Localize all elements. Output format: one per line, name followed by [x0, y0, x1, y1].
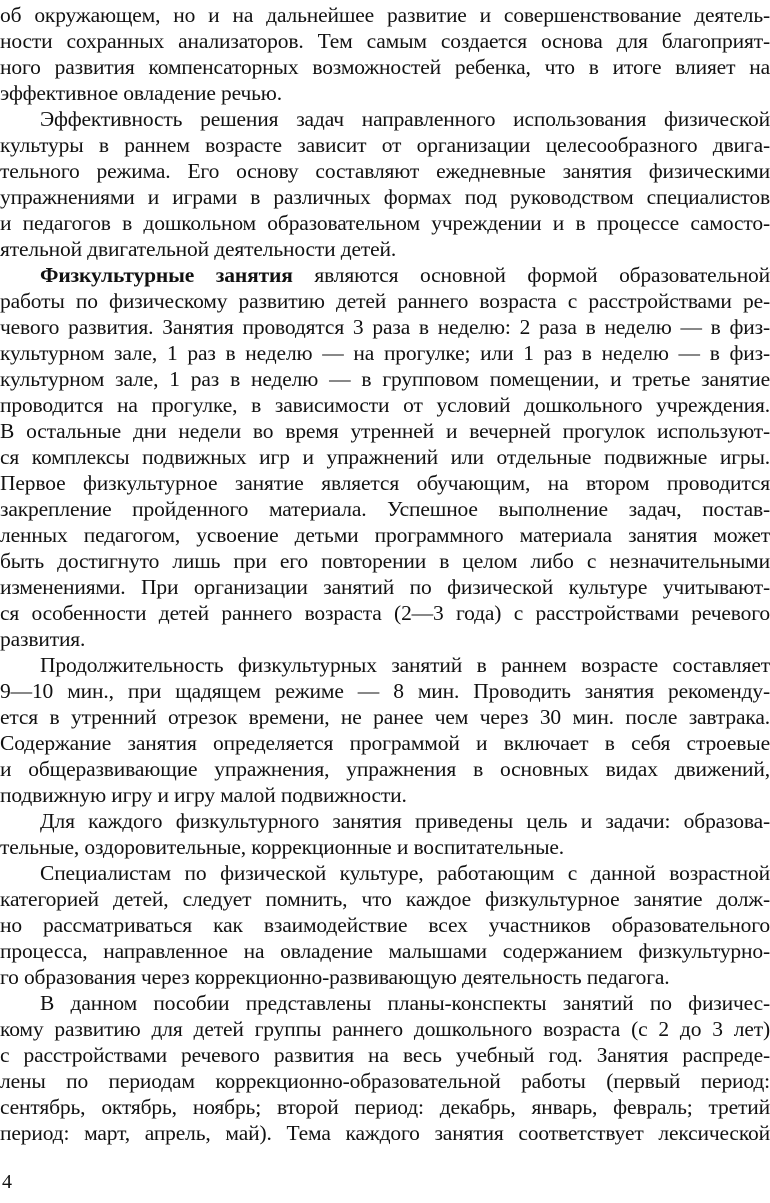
text-line: кому развитию для детей группы раннего дошкольного возраста (с 2 до 3 лет) [0, 1017, 770, 1041]
text-span: являются основной формой образовательной [292, 263, 770, 287]
text-line: культурном зале, 1 раз в неделю — на прогулке; или 1 раз в неделю — в физ- [0, 341, 770, 365]
text-line: лены по периодам коррекционно-образовательной работы (первый период: [0, 1069, 770, 1093]
text-line: проводится на прогулке, в зависимости от условий дошкольного учреждения. [0, 393, 770, 417]
text-line: В остальные дни недели во время утренней и вечерней прогулок используют- [0, 419, 770, 443]
text-line: подвижную игру и игру малой подвижности. [0, 783, 407, 807]
text-line: го образования через коррекционно-развивающую деятельность педагога. [0, 965, 670, 989]
text-line: и педагогов в дошкольном образовательном учреждении и в процессе самосто- [0, 211, 770, 235]
paragraph-first-line: Продолжительность физкультурных занятий в раннем возрасте составляет [40, 653, 770, 677]
text-line: культуры в раннем возрасте зависит от организации целесообразного двига- [0, 133, 770, 157]
text-line: ятельной двигательной деятельности детей. [0, 237, 397, 261]
text-line: ности сохранных анализаторов. Тем самым создается основа для благоприят- [0, 29, 770, 53]
text-line: ного развития компенсаторных возможностей ребенка, что в итоге влияет на [0, 55, 770, 79]
text-line: развития. [0, 627, 86, 651]
text-line: ленных педагогом, усвоение детьми программного материала занятия может [0, 523, 770, 547]
text-line: Первое физкультурное занятие является обучающим, на втором проводится [0, 471, 770, 495]
text-line: категорией детей, следует помнить, что каждое физкультурное занятие долж- [0, 887, 770, 911]
page-number: 4 [2, 1171, 12, 1193]
text-line: процесса, направленное на овладение малышами содержанием физкультурно- [0, 939, 770, 963]
text-line: быть достигнуто лишь при его повторении в целом либо с незначительными [0, 549, 770, 573]
paragraph-first-line: Для каждого физкультурного занятия приведены цель и задачи: образова- [40, 809, 770, 833]
text-line: с расстройствами речевого развития на весь учебный год. Занятия распреде- [0, 1043, 770, 1067]
text-line: ся особенности детей раннего возраста (2—3 года) с расстройствами речевого [0, 601, 770, 625]
paragraph-first-line: Эффективность решения задач направленного использования физической [40, 107, 770, 131]
text-line: культурном зале, 1 раз в неделю — в групповом помещении, и третье занятие [0, 367, 770, 391]
text-line: закрепление пройденного материала. Успешное выполнение задач, постав- [0, 497, 770, 521]
text-line: упражнениями и играми в различных формах под руководством специалистов [0, 185, 770, 209]
text-line: ется в утренний отрезок времени, не ранее чем через 30 мин. после завтрака. [0, 705, 770, 729]
text-line: ся комплексы подвижных игр и упражнений или отдельные подвижные игры. [0, 445, 770, 469]
paragraph-first-line: В данном пособии представлены планы-конспекты занятий по физичес- [40, 991, 770, 1015]
paragraph-first-line: Специалистам по физической культуре, работающим с данной возрастной [40, 861, 770, 885]
text-line: период: март, апрель, май). Тема каждого занятия соответствует лексической [0, 1121, 770, 1145]
text-line: чевого развития. Занятия проводятся 3 раза в неделю: 2 раза в неделю — в физ- [0, 315, 770, 339]
text-line: эффективное овладение речью. [0, 81, 282, 105]
paragraph-first-line [40, 262, 770, 288]
text-line: тельные, оздоровительные, коррекционные и воспитательные. [0, 835, 565, 859]
text-line: Содержание занятия определяется программой и включает в себя строевые [0, 731, 770, 755]
text-line: об окружающем, но и на дальнейшее развитие и совершенствование деятель- [0, 3, 770, 27]
text-line: но рассматриваться как взаимодействие всех участников образовательного [0, 913, 770, 937]
text-line: сентябрь, октябрь, ноябрь; второй период: декабрь, январь, февраль; третий [0, 1095, 770, 1119]
text-line: и общеразвивающие упражнения, упражнения в основных видах движений, [0, 757, 770, 781]
text-line: 9—10 мин., при щадящем режиме — 8 мин. Проводить занятия рекоменду- [0, 679, 770, 703]
text-line: тельного режима. Его основу составляют ежедневные занятия физическими [0, 159, 770, 183]
bold-term: Физкультурные занятия [40, 263, 293, 287]
text-line: изменениями. При организации занятий по физической культуре учитывают- [0, 575, 770, 599]
text-line: работы по физическому развитию детей раннего возраста с расстройствами ре- [0, 289, 770, 313]
